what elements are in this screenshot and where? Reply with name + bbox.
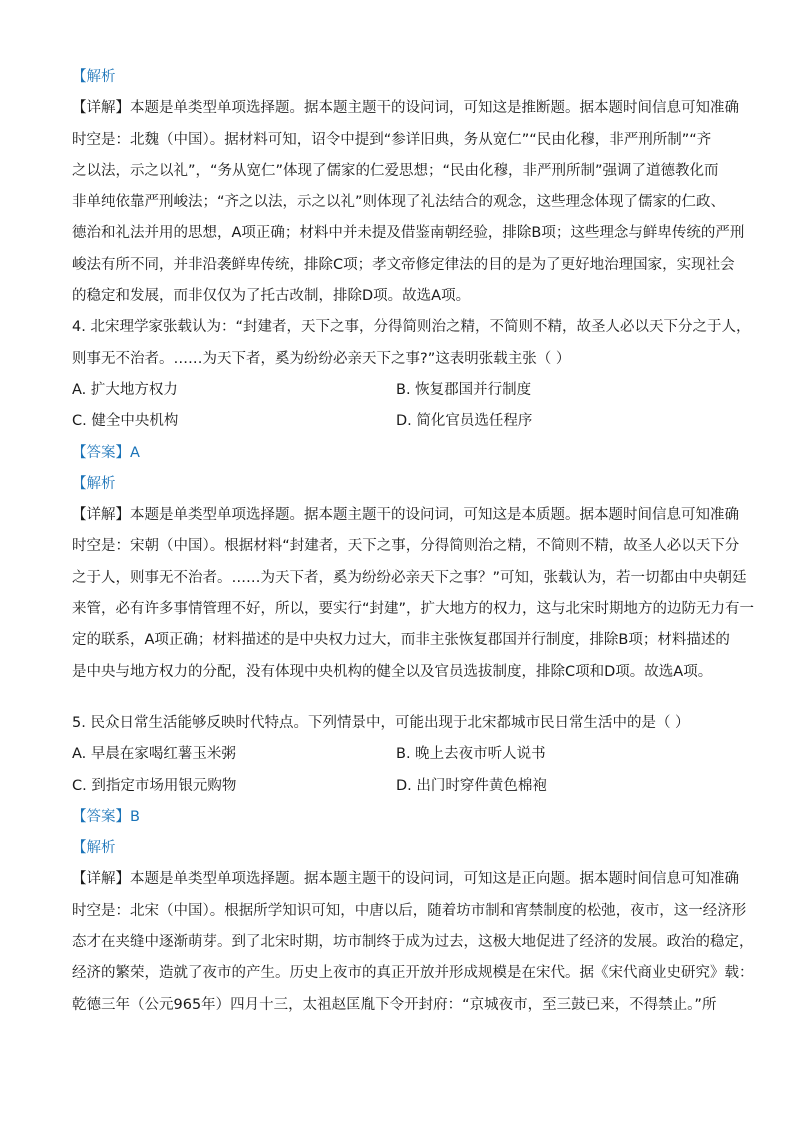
q5-option-c: C. 到指定市场用银元购物 bbox=[72, 777, 237, 794]
q4-detail-line: 来管，必有许多事情管理不好，所以，要实行“封建”，扩大地方的权力，这与北宋时期地方的边防无力有一 bbox=[72, 601, 755, 618]
q5-detail-line: 时空是：北宋（中国）。根据所学知识可知，中唐以后，随着坊市制和宵禁制度的松弛，夜市，这一经济形 bbox=[72, 902, 747, 919]
q3-analysis-tag: 【解析 bbox=[72, 69, 116, 85]
section-spacer bbox=[72, 688, 732, 708]
q4-option-a: A. 扩大地方权力 bbox=[72, 381, 178, 398]
q5-option-a: A. 早晨在家喝红薯玉米粥 bbox=[72, 746, 236, 763]
q5-analysis-tag: 【解析 bbox=[72, 840, 116, 857]
q5-answer-text: 【答案】B bbox=[72, 808, 140, 825]
q4-detail-line: 时空是：宋朝（中国）。根据材料“封建者，天下之事，分得简则治之精，不简则不精，故圣人必以天下分 bbox=[72, 538, 740, 555]
q5-stem-line: 5. 民众日常生活能够反映时代特点。下列情景中，可能出现于北宋都城市民日常生活中的是（ ） bbox=[72, 714, 690, 731]
q3-detail-line: 德治和礼法并用的思想，A项正确；材料中并未提及借鉴南朝经验，排除B项；这些理念与鲜卑传统的严刑 bbox=[72, 225, 745, 242]
q3-detail-line: 峻法有所不同，并非沿袭鲜卑传统，排除C项；孝文帝修定律法的目的是为了更好地治理国家，实现社会 bbox=[72, 256, 735, 273]
q4-options-row bbox=[72, 375, 732, 406]
q3-detail-line: 时空是：北魏（中国）。据材料可知，诏令中提到“参详旧典，务从宽仁”“民由化穆，非严刑所制”“齐 bbox=[72, 131, 712, 148]
q4-option-b: B. 恢复郡国并行制度 bbox=[396, 381, 532, 398]
q4-answer-text: 【答案】A bbox=[72, 444, 140, 461]
q5-answer bbox=[72, 802, 732, 833]
q5-detail-line: 【详解】本题是单类型单项选择题。据本题主题干的设问词，可知这是正向题。据本题时间信息可知准确 bbox=[72, 871, 739, 888]
q3-detail-line: 非单纯依靠严刑峻法；“齐之以法，示之以礼”则体现了礼法结合的观念，这些理念体现了儒家的仁政、 bbox=[72, 194, 726, 211]
q3-detail-line: 之以法，示之以礼”，“务从宽仁”体现了儒家的仁爱思想；“民由化穆，非严刑所制”强调了道德教化而 bbox=[72, 162, 719, 179]
q4-option-d: D. 简化官员选任程序 bbox=[396, 413, 533, 430]
q3-detail-line: 的稳定和发展，而非仅仅为了托古改制，排除D项。故选A项。 bbox=[72, 288, 471, 305]
q4-analysis-tag: 【解析 bbox=[72, 475, 116, 492]
q5-option-d: D. 出门时穿件黄色棉袍 bbox=[396, 777, 547, 794]
q5-option-b: B. 晚上去夜市听人说书 bbox=[396, 746, 546, 763]
q5-detail-line: 经济的繁荣，造就了夜市的产生。历史上夜市的真正开放并形成规模是在宋代。据《宋代商业史研究》载： bbox=[72, 965, 754, 982]
q4-answer bbox=[72, 438, 732, 469]
document-page bbox=[72, 62, 755, 1021]
q5-options-row bbox=[72, 739, 732, 770]
q4-stem-line: 则事无不治者。……为天下者，奚为纷纷必亲天下之事?”这表明张载主张（ ） bbox=[72, 350, 571, 367]
q4-detail-line: 【详解】本题是单类型单项选择题。据本题主题干的设问词，可知这是本质题。据本题时间信息可知准确 bbox=[72, 507, 739, 524]
q4-detail-line: 之于人，则事无不治者。……为天下者，奚为纷纷必亲天下之事？”可知，张载认为，若一切都由中央朝廷 bbox=[72, 569, 747, 586]
q5-options-row bbox=[72, 771, 732, 802]
q4-option-c: C. 健全中央机构 bbox=[72, 413, 179, 430]
q5-detail-line: 乾德三年（公元965年）四月十三，太祖赵匡胤下令开封府：“京城夜市，至三鼓已来，不得禁止。”所 bbox=[72, 996, 717, 1013]
q4-options-row bbox=[72, 406, 732, 437]
q3-detail-line: 【详解】本题是单类型单项选择题。据本题主题干的设问词，可知这是推断题。据本题时间信息可知准确 bbox=[72, 100, 739, 117]
q4-detail-line: 是中央与地方权力的分配，没有体现中央机构的健全以及官员选拔制度，排除C项和D项。故选A项。 bbox=[72, 663, 713, 680]
q5-detail-line: 态才在夹缝中逐渐萌芽。到了北宋时期，坊市制终于成为过去，这极大地促进了经济的发展。政治的稳定， bbox=[72, 934, 754, 951]
q4-detail-line: 定的联系，A项正确；材料描述的是中央权力过大，而非主张恢复郡国并行制度，排除B项；材料描述的 bbox=[72, 632, 730, 649]
q4-stem-line: 4. 北宋理学家张载认为：“封建者，天下之事，分得简则治之精，不简则不精，故圣人必以天下分之于人， bbox=[72, 319, 751, 336]
